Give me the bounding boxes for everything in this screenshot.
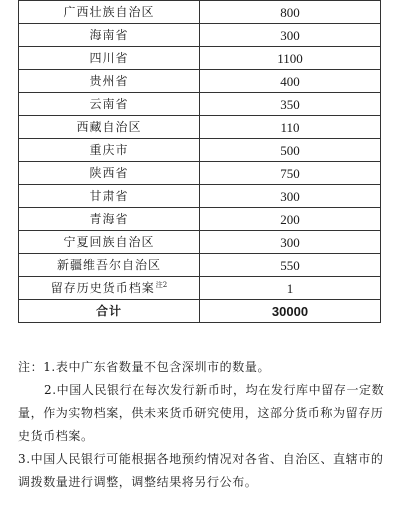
table-row: [19, 139, 381, 162]
amount-cell: 300: [200, 24, 381, 47]
region-cell: 海南省: [19, 24, 200, 47]
table-row: [19, 93, 381, 116]
amount-cell: 500: [200, 139, 381, 162]
amount-cell: 1: [200, 277, 381, 300]
region-cell: 四川省: [19, 47, 200, 70]
note-2: 2.中国人民银行在每次发行新币时，均在发行库中留存一定数量，作为实物档案，供未来货币研究使用，这部分货币称为留存历史货币档案。: [18, 383, 385, 443]
amount-cell: 350: [200, 93, 381, 116]
region-cell: 新疆维吾尔自治区: [19, 254, 200, 277]
region-cell: 西藏自治区: [19, 116, 200, 139]
table-row: [19, 116, 381, 139]
amount-cell: 200: [200, 208, 381, 231]
table-row: [19, 185, 381, 208]
amount-cell: 1100: [200, 47, 381, 70]
region-cell-label: 留存历史货币档案: [50, 281, 155, 295]
region-cell: 陕西省: [19, 162, 200, 185]
allocation-table-body: [19, 1, 381, 323]
total-label-cell: 合计: [19, 300, 200, 323]
total-row: [19, 300, 381, 323]
table-row: [19, 70, 381, 93]
amount-cell: 750: [200, 162, 381, 185]
amount-cell: 110: [200, 116, 381, 139]
region-cell: 广西壮族自治区: [19, 1, 200, 24]
footnote-mark: 注2: [155, 281, 168, 289]
table-row: [19, 208, 381, 231]
notes-section: [18, 356, 390, 494]
amount-cell: 800: [200, 1, 381, 24]
region-cell: 云南省: [19, 93, 200, 116]
table-row: [19, 162, 381, 185]
region-cell: 宁夏回族自治区: [19, 231, 200, 254]
note-1: 注：1.表中广东省数量不包含深圳市的数量。: [18, 360, 271, 374]
amount-cell: 300: [200, 231, 381, 254]
table-row: [19, 277, 381, 300]
table-row: [19, 24, 381, 47]
region-cell: 甘肃省: [19, 185, 200, 208]
amount-cell: 550: [200, 254, 381, 277]
region-cell: 重庆市: [19, 139, 200, 162]
allocation-table: [18, 0, 381, 323]
table-row: [19, 47, 381, 70]
note-3: 3.中国人民银行可能根据各地预约情况对各省、自治区、直辖市的调拨数量进行调整，调整结果将另行公布。: [18, 452, 384, 489]
table-row: [19, 254, 381, 277]
region-cell: 贵州省: [19, 70, 200, 93]
region-cell: 青海省: [19, 208, 200, 231]
amount-cell: 300: [200, 185, 381, 208]
amount-cell: 400: [200, 70, 381, 93]
table-row: [19, 1, 381, 24]
total-amount-cell: 30000: [200, 300, 381, 323]
region-cell-with-footnote: [19, 277, 200, 300]
table-row: [19, 231, 381, 254]
